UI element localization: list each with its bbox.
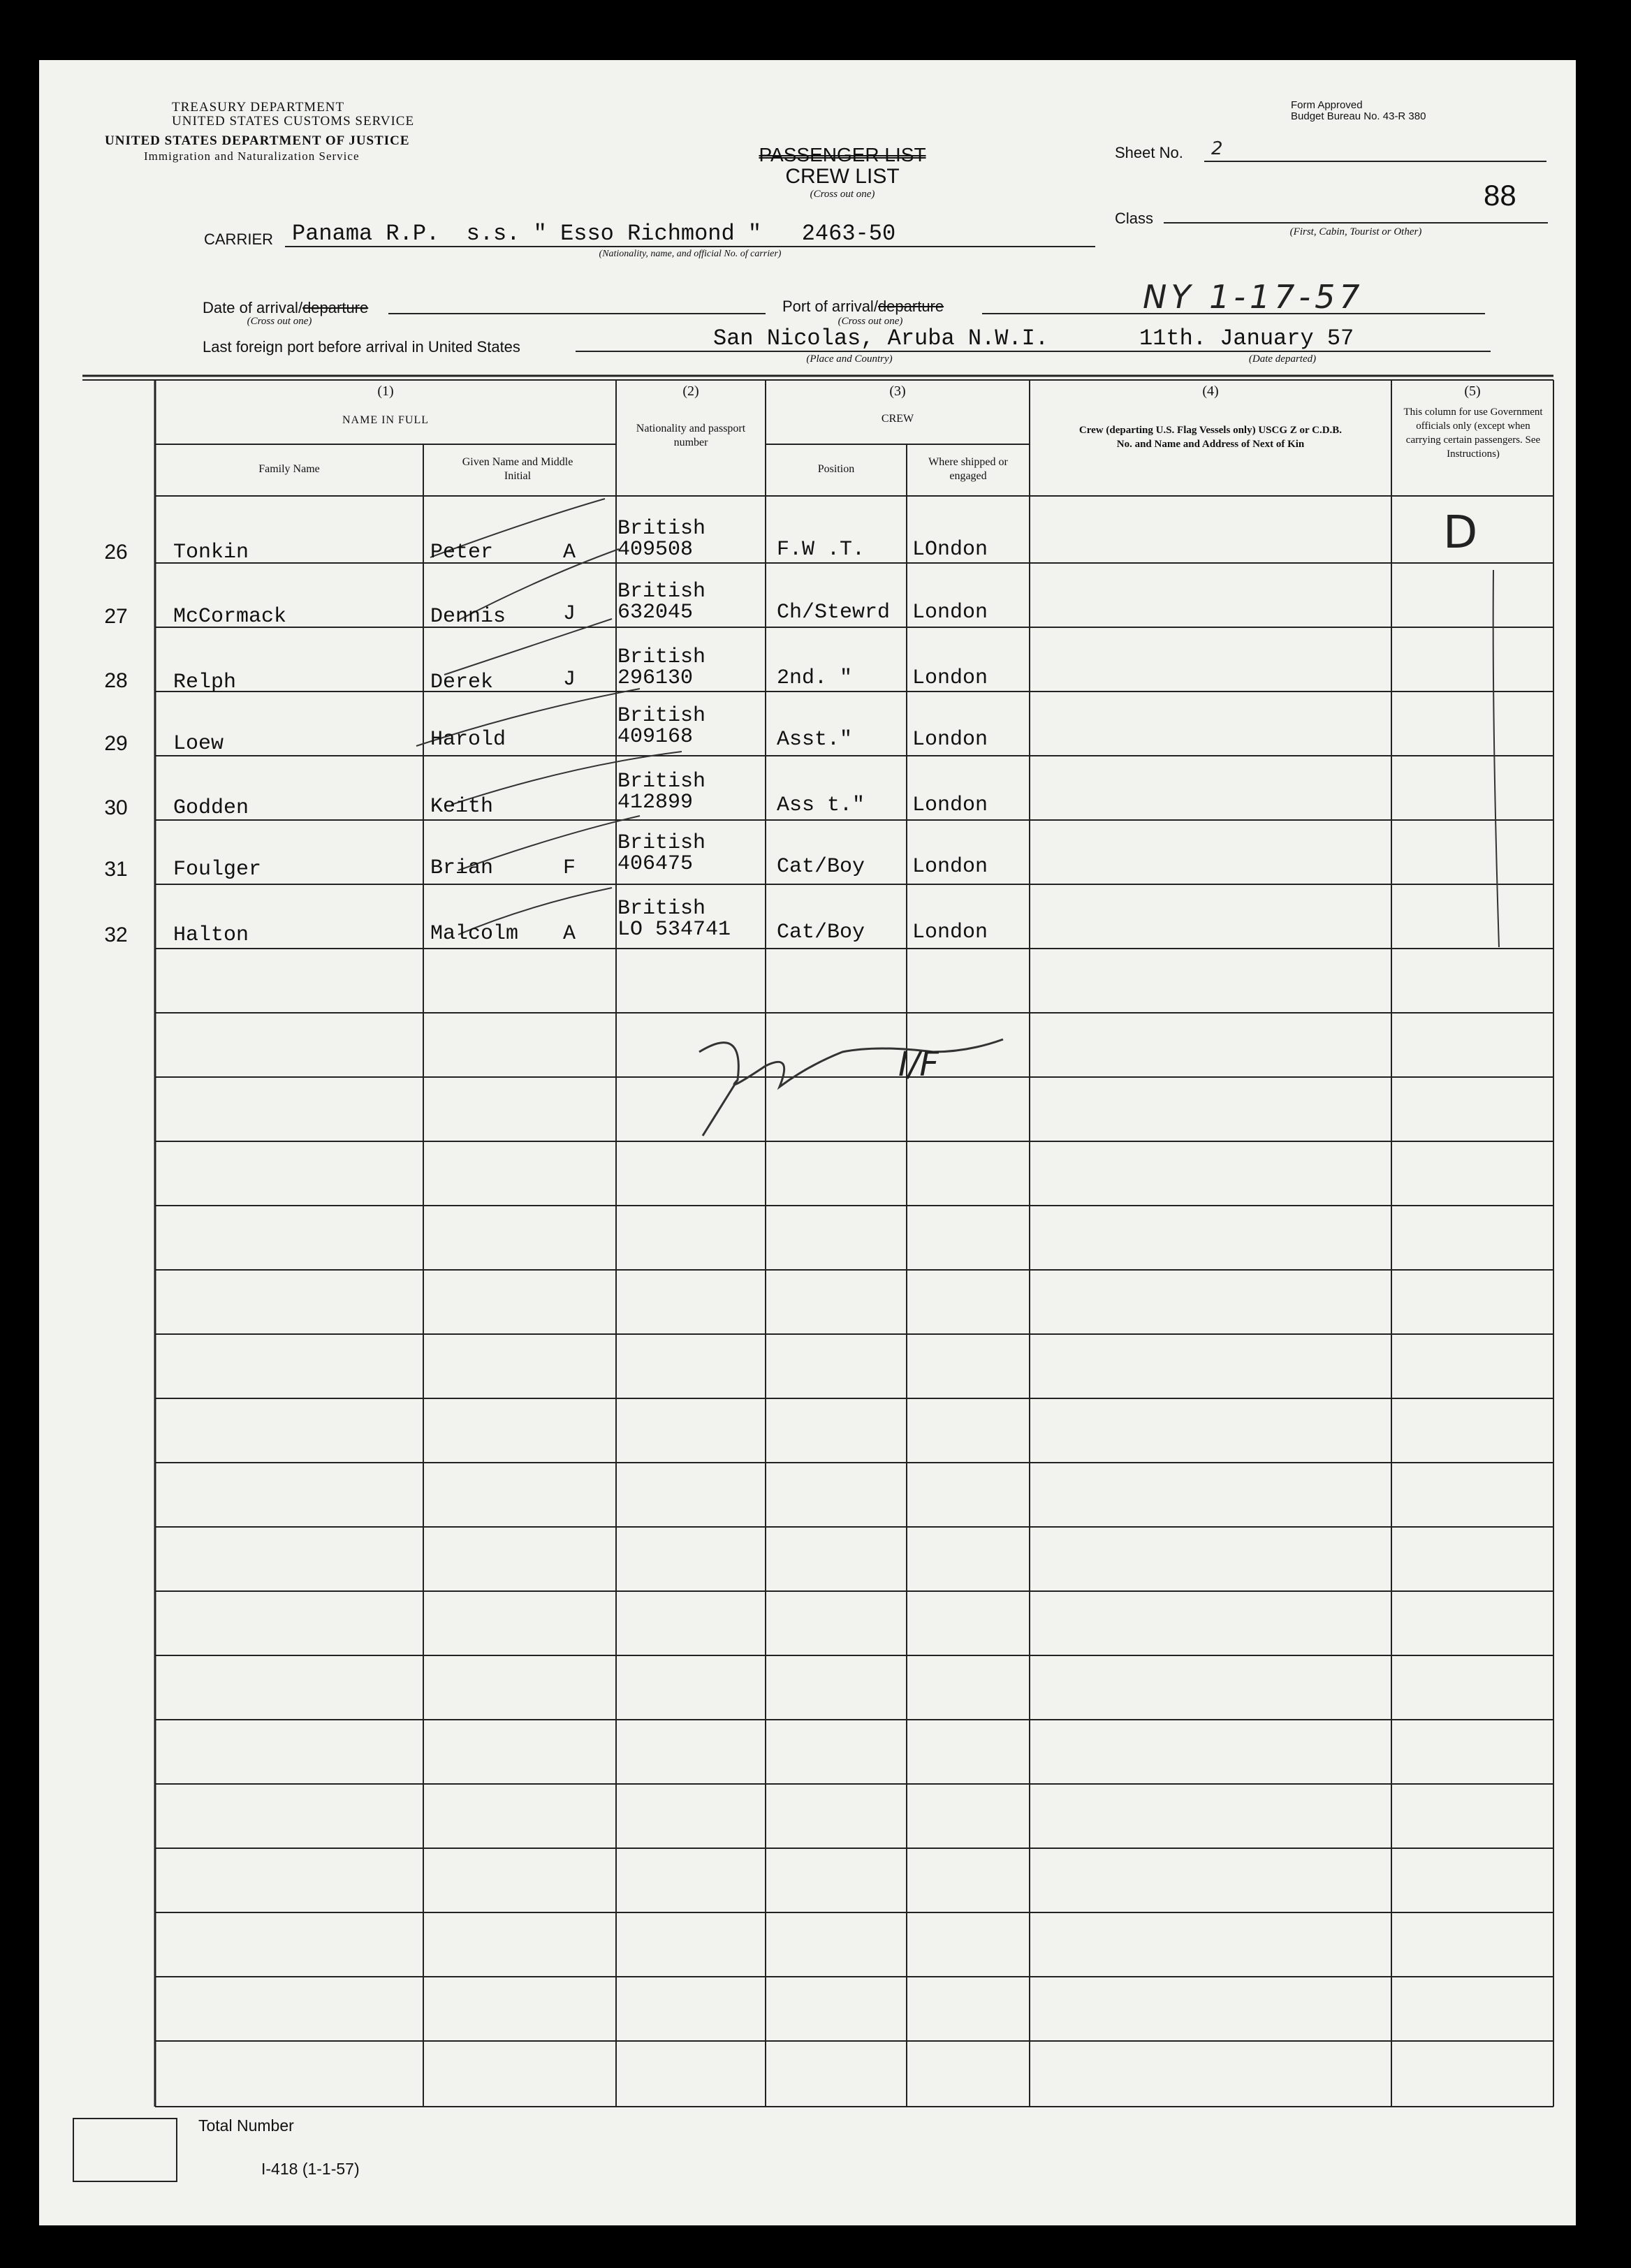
total-number-box xyxy=(73,2118,177,2182)
shipped-where: London xyxy=(912,793,988,817)
col1-given-header: Given Name and Middle Initial xyxy=(462,456,573,482)
family-name: Halton xyxy=(173,923,249,947)
budget-bureau-number: Budget Bureau No. 43-R 380 xyxy=(1291,110,1426,122)
form-number: I-418 (1-1-57) xyxy=(261,2160,360,2178)
middle-initial: J xyxy=(563,668,576,692)
port-arrival-value: NY 1-17-57 xyxy=(1143,278,1364,316)
row-number: 26 xyxy=(104,541,128,564)
nationality: British xyxy=(617,704,706,728)
total-number-label: Total Number xyxy=(198,2116,294,2135)
sheet-number-value: 2 xyxy=(1211,138,1223,159)
col1-number: (1) xyxy=(377,383,394,399)
row-number: 29 xyxy=(104,732,128,755)
carrier-hint: (Nationality, name, and official No. of carrier) xyxy=(599,249,782,259)
crew-position: 2nd. " xyxy=(777,666,853,690)
middle-initial: F xyxy=(563,856,576,880)
class-hint: (First, Cabin, Tourist or Other) xyxy=(1289,226,1422,237)
crew-position: F.W .T. xyxy=(777,538,865,562)
agency-line-2: UNITED STATES CUSTOMS SERVICE xyxy=(172,114,415,129)
passport-number: 296130 xyxy=(617,666,694,690)
family-name: Godden xyxy=(173,796,249,820)
family-name: Tonkin xyxy=(173,541,249,564)
departed-value: 11th. January 57 xyxy=(1139,325,1354,351)
middle-initial: A xyxy=(563,541,576,564)
middle-initial: A xyxy=(563,922,576,946)
shipped-where: London xyxy=(912,601,988,624)
passport-number: 409508 xyxy=(617,538,694,562)
shipped-where: LOndon xyxy=(912,538,988,562)
shipped-where: London xyxy=(912,666,988,690)
row-number: 27 xyxy=(104,605,128,628)
col1-family-header: Family Name xyxy=(258,463,320,475)
given-name: Keith xyxy=(430,795,494,819)
passenger-list-crossed: PASSENGER LIST xyxy=(759,144,926,166)
port-hint: (Cross out one) xyxy=(838,316,903,327)
date-label-text: Date of arrival/ xyxy=(203,299,303,316)
given-name: Derek xyxy=(430,671,494,694)
passport-number: 409168 xyxy=(617,725,694,749)
departed-hint: (Date departed) xyxy=(1248,353,1317,365)
passport-number: LO 534741 xyxy=(617,918,731,942)
carrier-value: Panama R.P. s.s. " Esso Richmond " 2463-50 xyxy=(292,221,896,247)
col5-title: This column for use Government officials only (except when carrying certain passengers. See Instructions) xyxy=(1403,407,1543,460)
class-label: Class xyxy=(1115,210,1154,227)
col3-position-header: Position xyxy=(817,463,855,475)
last-port-hint: (Place and Country) xyxy=(806,353,893,365)
col1-title: NAME IN FULL xyxy=(342,414,429,426)
agency-line-4: Immigration and Naturalization Service xyxy=(144,149,360,163)
crew-position: Asst." xyxy=(777,728,853,752)
given-name: Peter xyxy=(430,541,494,564)
col2-title: Nationality and passport number xyxy=(636,423,746,448)
row-number: 30 xyxy=(104,796,128,819)
shipped-where: London xyxy=(912,728,988,752)
row-number: 32 xyxy=(104,923,128,946)
initials-mark: I/F xyxy=(898,1045,939,1084)
last-port-value: San Nicolas, Aruba N.W.I. xyxy=(713,325,1049,351)
crew-position: Ch/Stewrd xyxy=(777,601,891,624)
agency-line-1: TREASURY DEPARTMENT xyxy=(172,100,345,115)
list-title: CREW LIST xyxy=(785,165,900,188)
family-name: Loew xyxy=(173,732,224,756)
form-approved-label: Form Approved xyxy=(1291,99,1363,111)
family-name: McCormack xyxy=(173,605,287,629)
carrier-label: CARRIER xyxy=(204,231,274,248)
ink-strokes xyxy=(416,499,1499,1136)
col3-where-header: Where shipped or engaged xyxy=(928,456,1008,482)
passport-number: 406475 xyxy=(617,852,694,876)
crew-position: Cat/Boy xyxy=(777,921,865,944)
row-number: 31 xyxy=(104,858,128,881)
family-name: Relph xyxy=(173,671,237,694)
col2-number: (2) xyxy=(682,383,699,399)
crew-position: Ass t." xyxy=(777,793,865,817)
port-label-crossed: departure xyxy=(877,298,944,315)
stamp-number: 88 xyxy=(1484,179,1516,212)
col3-title: CREW xyxy=(881,413,914,425)
crew-position: Cat/Boy xyxy=(777,855,865,879)
passport-number: 412899 xyxy=(617,791,694,814)
shipped-where: London xyxy=(912,921,988,944)
col4-number: (4) xyxy=(1202,383,1219,399)
document-page xyxy=(39,60,1576,2225)
column5-d-mark: D xyxy=(1443,507,1478,559)
agency-line-3: UNITED STATES DEPARTMENT OF JUSTICE xyxy=(105,133,410,148)
given-name: Harold xyxy=(430,728,506,752)
nationality: British xyxy=(617,897,706,921)
nationality: British xyxy=(617,580,706,603)
given-name: Dennis xyxy=(430,605,506,629)
col3-number: (3) xyxy=(889,383,906,399)
nationality: British xyxy=(617,831,706,855)
list-title-hint: (Cross out one) xyxy=(810,189,875,200)
date-hint: (Cross out one) xyxy=(247,316,312,327)
date-label-crossed: departure xyxy=(302,299,369,316)
passport-number: 632045 xyxy=(617,601,694,624)
col5-number: (5) xyxy=(1464,383,1481,399)
given-name: Brian xyxy=(430,856,494,880)
nationality: British xyxy=(617,517,706,541)
last-port-label: Last foreign port before arrival in United States xyxy=(203,338,520,356)
nationality: British xyxy=(617,770,706,793)
given-name: Malcolm xyxy=(430,922,519,946)
family-name: Foulger xyxy=(173,858,262,881)
shipped-where: London xyxy=(912,855,988,879)
row-number: 28 xyxy=(104,669,128,692)
col4-title: Crew (departing U.S. Flag Vessels only) USCG Z or C.D.B. No. and Name and Address of Next of Kin xyxy=(1078,425,1343,450)
sheet-number-label: Sheet No. xyxy=(1115,144,1183,161)
nationality: British xyxy=(617,645,706,669)
port-label-text: Port of arrival/ xyxy=(782,298,878,315)
middle-initial: J xyxy=(563,602,576,626)
